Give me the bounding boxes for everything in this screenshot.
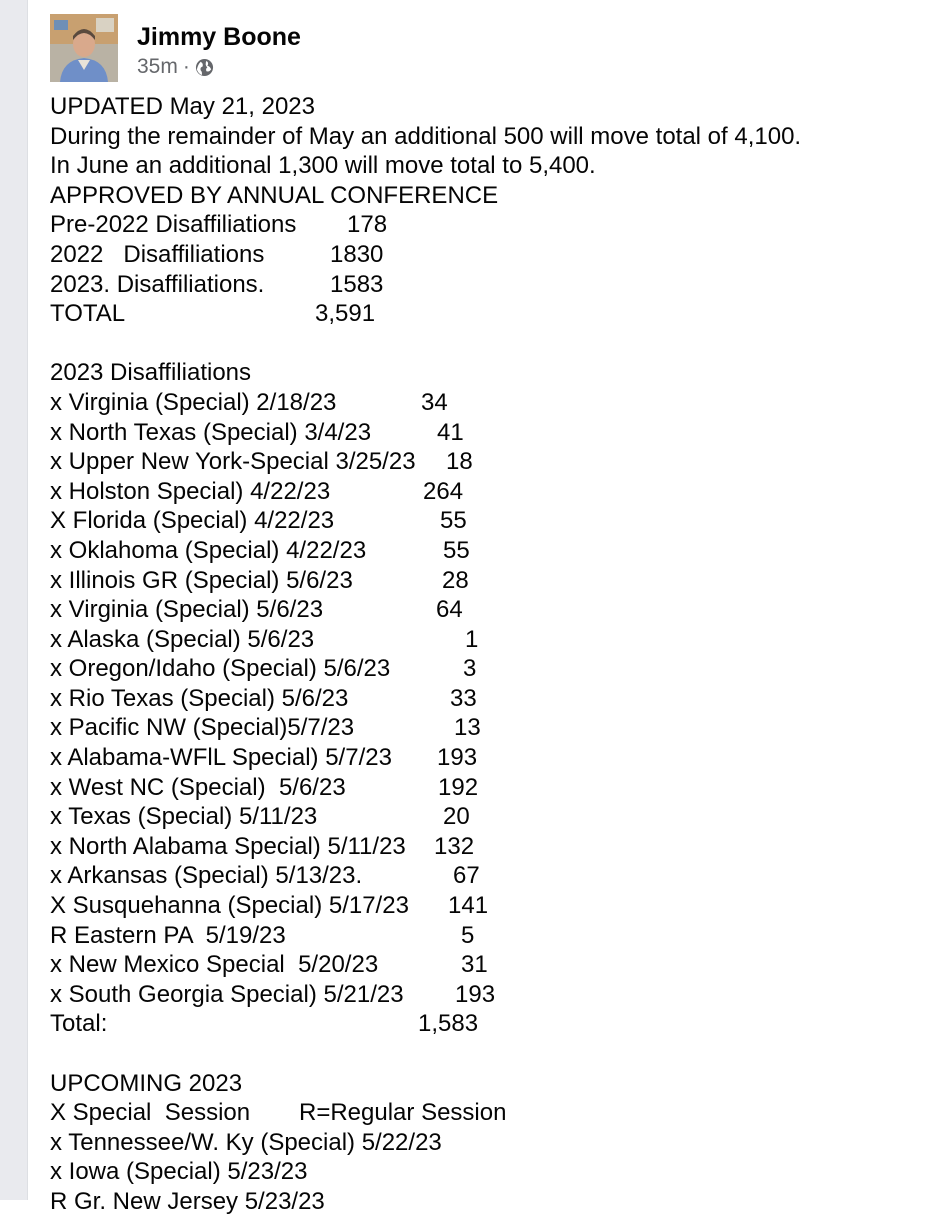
conference-label: x South Georgia Special) 5/21/23 [50,980,404,1008]
author-name[interactable]: Jimmy Boone [137,23,301,51]
conference-value: 1 [465,625,479,653]
post-timestamp[interactable]: 35m [137,55,178,78]
conference-value: 193 [455,980,496,1008]
approved-value: 178 [347,211,388,239]
conference-label: x Arkansas (Special) 5/13/23. [50,862,363,890]
conference-label: x Virginia (Special) 5/6/23 [50,596,324,624]
disaffiliation-row [50,861,930,891]
approved-heading: APPROVED BY ANNUAL CONFERENCE [50,181,499,209]
approved-label: 2022 Disaffiliations [50,240,265,268]
disaffiliation-row [50,980,930,1010]
conference-value: 64 [436,596,463,624]
conference-label: x New Mexico Special 5/20/23 [50,951,379,979]
conference-value: 18 [446,448,473,476]
disaffiliation-row [50,654,930,684]
conference-value: 20 [443,803,470,831]
avatar[interactable] [50,14,118,82]
disaffiliation-row [50,743,930,773]
conference-value: 34 [421,388,448,416]
conference-value: 141 [448,892,489,920]
section-2023-title: 2023 Disaffiliations [50,359,252,387]
approved-label: 2023. Disaffiliations. [50,270,265,298]
conference-label: x Illinois GR (Special) 5/6/23 [50,566,353,594]
approved-row [50,210,930,240]
post-header-text [137,14,301,80]
conference-value: 31 [461,951,488,979]
disaffiliation-row [50,802,930,832]
conference-label: x Rio Texas (Special) 5/6/23 [50,684,349,712]
approved-row [50,240,930,270]
conference-value: 193 [437,744,478,772]
disaffiliation-row [50,418,930,448]
conference-label: x Pacific NW (Special)5/7/23 [50,714,355,742]
conference-label: x Oklahoma (Special) 4/22/23 [50,536,367,564]
blank-line [50,329,930,359]
conference-value: 55 [440,507,467,535]
post-text-line: During the remainder of May an additional 500 will move total of 4,100. [50,122,802,150]
legend-regular: R=Regular Session [299,1099,507,1127]
disaffiliation-row [50,891,930,921]
disaffiliation-row [50,950,930,980]
conference-label: x Alabama-WFlL Special) 5/7/23 [50,744,392,772]
conference-value: 67 [453,862,480,890]
disaffiliation-row [50,773,930,803]
approved-row [50,299,930,329]
upcoming-title: UPCOMING 2023 [50,1069,243,1097]
disaffiliation-row [50,536,930,566]
upcoming-row: x Tennessee/W. Ky (Special) 5/22/23 [50,1128,442,1156]
conference-label: x Alaska (Special) 5/6/23 [50,625,315,653]
approved-row [50,270,930,300]
post-meta [137,54,301,80]
conference-label: x Texas (Special) 5/11/23 [50,803,318,831]
total-2023-row [50,1009,930,1039]
conference-label: x Oregon/Idaho (Special) 5/6/23 [50,655,391,683]
session-legend [50,1098,930,1128]
upcoming-row: x Iowa (Special) 5/23/23 [50,1158,308,1186]
conference-value: 33 [450,684,477,712]
conference-label: R Eastern PA 5/19/23 [50,921,286,949]
post-update-line: UPDATED May 21, 2023 [50,93,315,120]
conference-value: 264 [423,477,464,505]
total-2023-value: 1,583 [418,1010,479,1038]
legend-special: X Special Session [50,1099,251,1127]
upcoming-row: R Gr. New Jersey 5/23/23 [50,1187,325,1215]
globe-icon[interactable] [195,58,214,77]
approved-value: 1830 [330,240,384,268]
conference-value: 3 [463,655,477,683]
approved-value: 3,591 [315,300,376,328]
conference-value: 5 [461,921,475,949]
approved-label: TOTAL [50,300,126,328]
disaffiliation-row [50,921,930,951]
disaffiliation-row [50,684,930,714]
conference-label: x West NC (Special) 5/6/23 [50,773,346,801]
conference-label: x Holston Special) 4/22/23 [50,477,331,505]
conference-label: x North Texas (Special) 3/4/23 [50,418,372,446]
disaffiliation-row [50,477,930,507]
conference-label: X Susquehanna (Special) 5/17/23 [50,892,409,920]
disaffiliation-row [50,713,930,743]
post-text-line: In June an additional 1,300 will move total to 5,400. [50,152,596,180]
post-body [50,92,930,1215]
conference-value: 41 [437,418,464,446]
conference-value: 192 [438,773,479,801]
post-header [50,14,301,86]
conference-value: 132 [434,832,475,860]
conference-label: X Florida (Special) 4/22/23 [50,507,335,535]
conference-value: 28 [442,566,469,594]
total-2023-label: Total: [50,1010,108,1038]
disaffiliation-row [50,832,930,862]
approved-value: 1583 [330,270,384,298]
meta-separator: · [182,55,190,78]
disaffiliation-row [50,595,930,625]
approved-label: Pre-2022 Disaffiliations [50,211,297,239]
conference-label: x North Alabama Special) 5/11/23 [50,832,406,860]
conference-value: 55 [443,536,470,564]
disaffiliation-row [50,566,930,596]
conference-label: x Virginia (Special) 2/18/23 [50,388,337,416]
conference-value: 13 [454,714,481,742]
conference-label: x Upper New York-Special 3/25/23 [50,448,416,476]
disaffiliation-row [50,388,930,418]
disaffiliation-row [50,447,930,477]
left-rail [0,0,28,1200]
blank-line [50,1039,930,1069]
disaffiliation-row [50,625,930,655]
disaffiliation-row [50,506,930,536]
